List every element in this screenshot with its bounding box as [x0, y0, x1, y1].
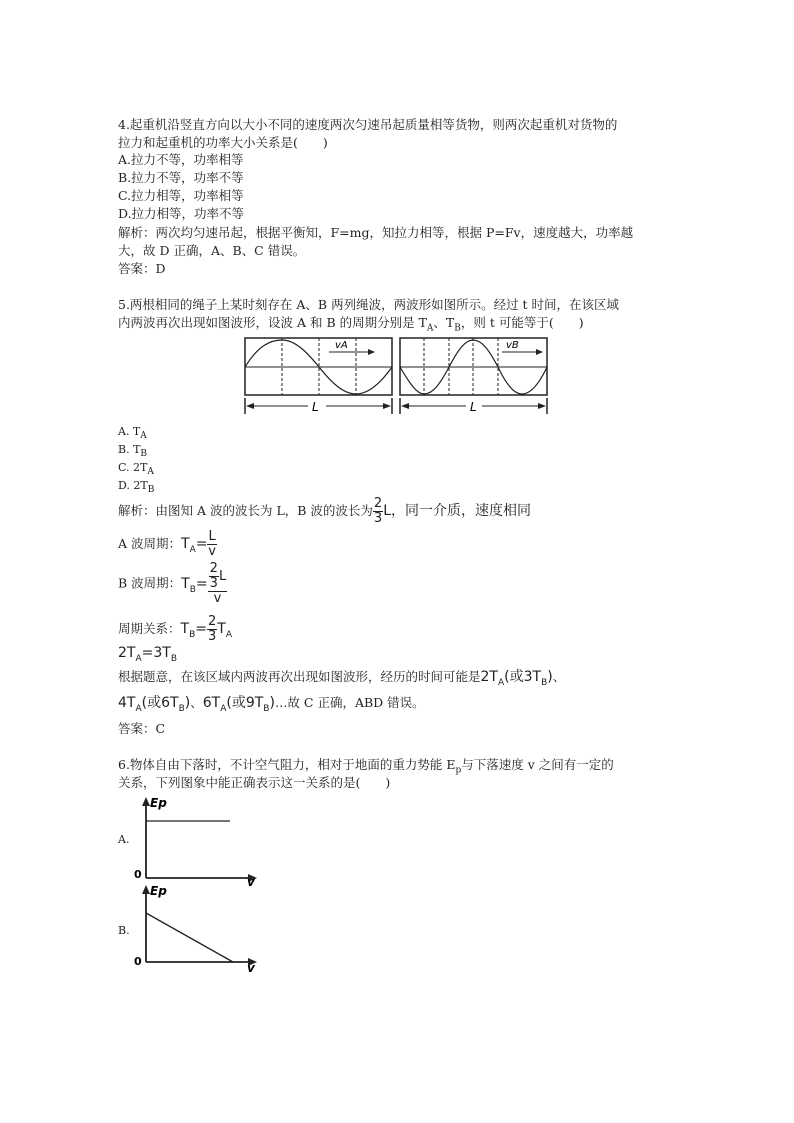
q4-option-b: B.拉力不等，功率不等 [118, 170, 244, 185]
q4-analysis-line1: 解析：两次均匀速吊起，根据平衡知，F=mg，知拉力相等，根据 P=Fv，速度越大，功率越 [118, 225, 634, 240]
q4-option-a: A.拉力不等，功率相等 [118, 152, 244, 167]
q5-option-a: A. $T_A$ [118, 425, 147, 442]
period-b-fraction: $\frac{2}{3}$ L v [209, 561, 227, 606]
q6-graph-a-option: A. [118, 833, 130, 846]
q6-stem-line1: 6.物体自由下落时，不计空气阻力，相对于地面的重力势能 $E_p$与下落速度 v 之间有一定的 [118, 757, 614, 776]
graph-a-xlabel: v [247, 875, 255, 886]
q5-conclusion-line1: 根据题意，在该区域内两波再次出现如图波形，经历的时间可能是$2T_A$(或$3T_B$)、 [118, 669, 566, 688]
q5-answer: 答案：C [118, 721, 166, 736]
q6-graph-b-option: B. [118, 924, 130, 937]
q5-period-equation: $2T_A=3T_B$ [118, 645, 178, 664]
graph-b-ylabel: Ep [150, 884, 167, 898]
graph-b-ep-line [146, 913, 233, 962]
q5-stem-line1: 5.两根相同的绳子上某时刻存在 A、B 两列绳波，两波形如图所示。经过 t 时间，在该区域 [118, 297, 620, 312]
q6-stem-line2: 关系，下列图象中能正确表示这一关系的是( ) [118, 775, 391, 790]
relation-fraction: $\frac{2}{3}$ [208, 614, 217, 644]
graph-b-origin: 0 [134, 955, 142, 968]
wave-a-velocity-label: vA [335, 340, 348, 351]
q5-stem-line2: 内两波再次出现如图波形，设波 A 和 B 的周期分别是 $T_A$、$T_B$，则 t 可能等于( ) [118, 315, 584, 334]
q5-conclusion-line2: $4T_A$(或$6T_B$)、$6T_A$(或$9T_B)\dots$故 C 正确，ABD 错误。 [118, 695, 425, 714]
q4-option-c: C.拉力相等，功率相等 [118, 188, 244, 203]
q4-stem-line1: 4.起重机沿竖直方向以大小不同的速度两次匀速吊起质量相等货物，则两次起重机对货物的 [118, 117, 618, 132]
q4-answer: 答案：D [118, 261, 166, 276]
q5-period-b: B 波周期：$T_B=$ $\frac{2}{3}$ L v [118, 561, 227, 606]
wave-a-panel [245, 338, 392, 395]
q4-option-d: D.拉力相等，功率不等 [118, 206, 245, 221]
q5-period-relation: 周期关系：$T_B=$ $\frac{2}{3}$ $T_A$ [118, 614, 233, 644]
q4-stem-line2: 拉力和起重机的功率大小关系是( ) [118, 135, 328, 150]
fraction-two-thirds: $\frac{2}{3}$ [373, 496, 383, 526]
wave-b-panel [400, 338, 547, 395]
wave-a-length-label: L [312, 400, 319, 414]
q6-graph-a [132, 794, 262, 886]
graph-b-xlabel: v [247, 961, 255, 974]
q5-option-c: C. $2T_A$ [118, 461, 154, 478]
q4-analysis-line2: 大，故 D 正确，A、B、C 错误。 [118, 243, 306, 258]
q5-analysis: 解析：由图知 A 波的波长为 L，B 波的波长为 $\frac{2}{3}$ L，同一介质，速度相同 [118, 496, 532, 526]
q6-graph-b [132, 882, 262, 974]
graph-a-origin: 0 [134, 868, 142, 881]
period-a-fraction: $\frac{L}{v}$ [208, 529, 216, 559]
graph-a-ylabel: Ep [150, 796, 167, 810]
q5-wave-figure [240, 332, 560, 416]
wave-b-velocity-label: vB [506, 340, 519, 351]
q5-option-d: D. $2T_B$ [118, 479, 155, 496]
q5-option-b: B. $T_B$ [118, 443, 148, 460]
q5-period-a: A 波周期：$T_A=$ $\frac{L}{v}$ [118, 529, 216, 559]
wave-b-length-label: L [470, 400, 477, 414]
